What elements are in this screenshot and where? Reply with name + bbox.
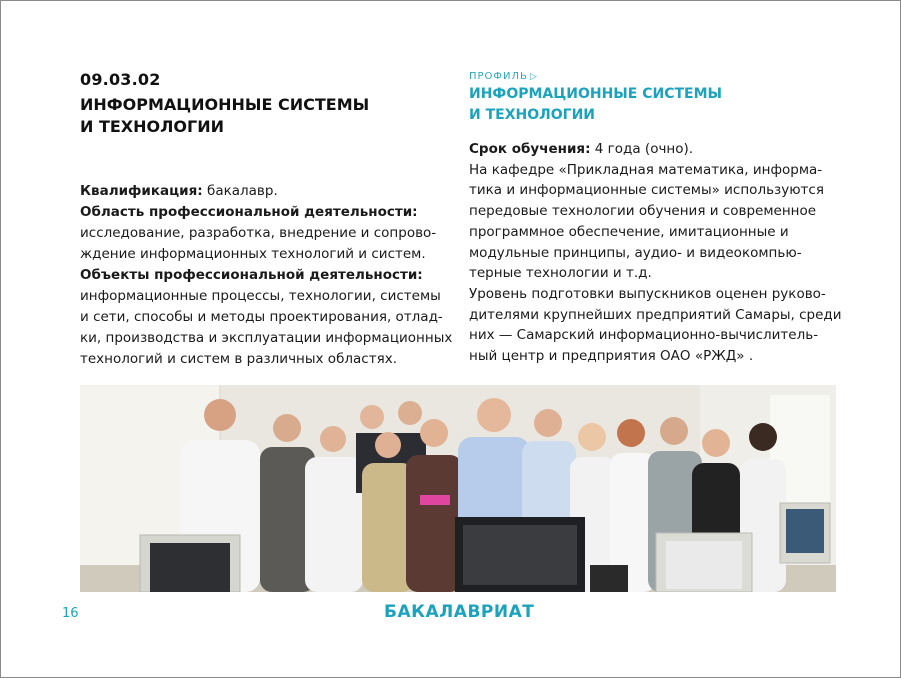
area-label: Область профессиональной деятельности:	[80, 204, 418, 220]
qualification-label: Квалификация:	[80, 183, 203, 199]
duration-value: 4 года (очно).	[590, 141, 694, 157]
objects-line: информационные процессы, технологии, системы	[80, 288, 441, 304]
profile-label-text: ПРОФИЛЬ	[469, 71, 528, 82]
left-column	[80, 181, 460, 370]
objects-line: и сети, способы и методы проектирования, отлад-	[80, 309, 443, 325]
objects-line: технологий и систем в различных областях.	[80, 351, 397, 367]
section-title: БАКАЛАВРИАТ	[384, 602, 535, 622]
program-title-line: И ТЕХНОЛОГИИ	[80, 117, 224, 136]
duration-label: Срок обучения:	[469, 141, 591, 157]
description-line: ный центр и предприятия ОАО «РЖД» .	[469, 348, 754, 365]
profile-label	[469, 71, 538, 82]
description-line: дителями крупнейших предприятий Самары, среди	[469, 306, 842, 323]
description-line: программное обеспечение, имитационные и	[469, 223, 789, 240]
right-column	[469, 139, 849, 367]
description-line: передовые технологии обучения и современное	[469, 203, 817, 220]
description-line: Уровень подготовки выпускников оценен руково-	[469, 285, 826, 302]
program-code: 09.03.02	[80, 70, 161, 89]
description-line: терные технологии и т.д.	[469, 265, 652, 282]
duration	[469, 139, 849, 160]
program-title	[80, 94, 410, 138]
page-number: 16	[62, 606, 79, 621]
area-line: исследование, разработка, внедрение и сопрово-	[80, 225, 437, 241]
description-line: модульные принципы, аудио- и видеокомпью-	[469, 244, 802, 261]
area-line: ждение информационных технологий и систем.	[80, 246, 426, 262]
description-line: них — Самарский информационно-вычислитель-	[469, 327, 819, 344]
triangle-right-icon: ▷	[529, 72, 538, 82]
qualification-value: бакалавр.	[202, 183, 278, 199]
qualification	[80, 181, 460, 202]
group-photo	[80, 385, 836, 592]
profile-title-line: ИНФОРМАЦИОННЫЕ СИСТЕМЫ	[469, 86, 723, 102]
profile-title-line: И ТЕХНОЛОГИИ	[469, 107, 595, 123]
objects-label: Объекты профессиональной деятельности:	[80, 267, 423, 283]
description-line: На кафедре «Прикладная математика, информа-	[469, 161, 823, 178]
objects-line: ки, производства и эксплуатации информационных	[80, 330, 453, 346]
description-line: тика и информационные системы» используются	[469, 182, 824, 199]
profile-title	[469, 84, 809, 126]
program-title-line: ИНФОРМАЦИОННЫЕ СИСТЕМЫ	[80, 95, 370, 114]
